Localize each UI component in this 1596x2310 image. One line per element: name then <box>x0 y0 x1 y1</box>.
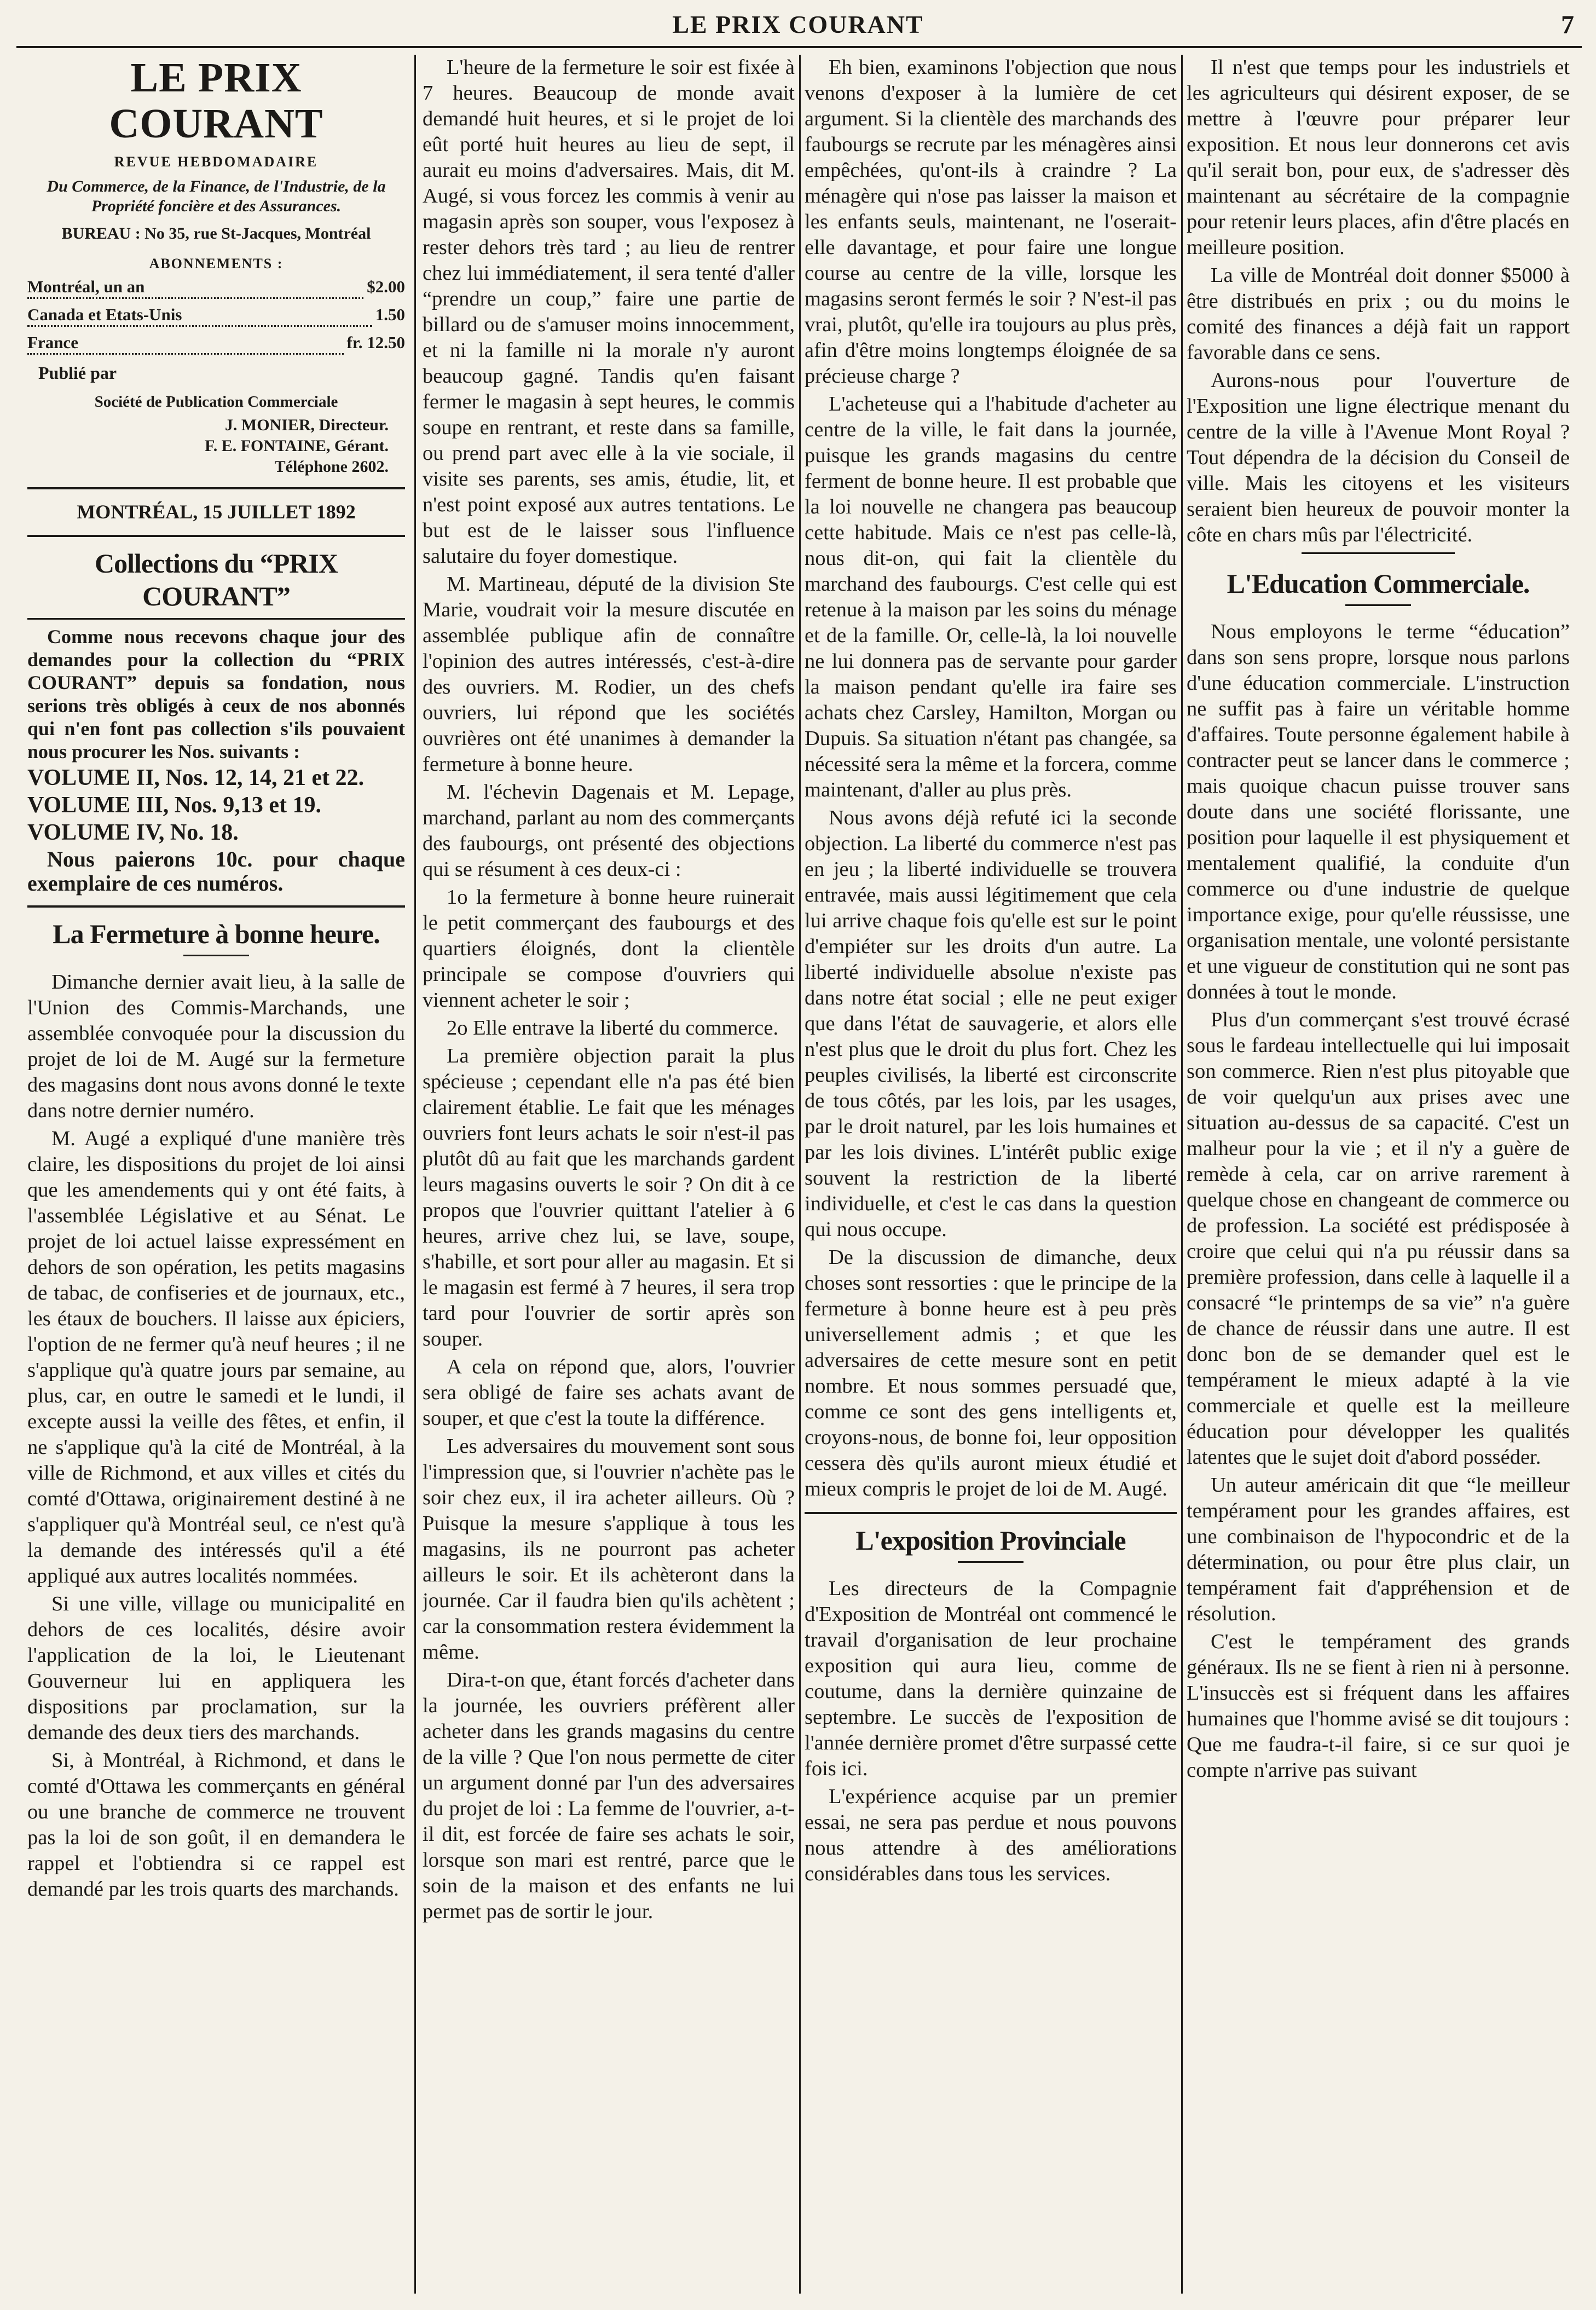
article-paragraph: M. l'échevin Dagenais et M. Lepage, marchand, parlant au nom des commerçants des faubourgs, ont présenté des objections qui se résument à ces deux-ci : <box>423 781 795 881</box>
published-by: Publié par <box>38 363 117 383</box>
article-paragraph: L'heure de la fermeture le soir est fixée à 7 heures. Beaucoup de monde avait demandé huit heures, et si le projet de loi eût porté huit heures au lieu de sept, il aurait eu moins d'adversaires. Mais, dit M. Augé, si vous forcez les commis à venir au magasin après son souper, vous l'exposez à rester dehors très tard ; au lieu de rentrer chez lui immédiatement, il sera tenté d'aller “prendre un coup,” faire une partie de billard ou de s'amuser moins innocemment, et ni la famille ni la morale n'y auront beaucoup gagné. Tandis qu'en faisant fermer le magasin à sept heures, le commis soupe en rentrant, et reste dans sa famille, ou prend part avec elle à la vie sociale, il visite ses parents, ses amis, étudie, lit, et n'est point exposé aux autres tentations. Le but est de le laisser sous l'influence salutaire du foyer domestique. <box>423 56 795 568</box>
masthead <box>27 55 405 276</box>
masthead-subtitle: REVUE HEBDOMADAIRE <box>114 154 319 170</box>
article-paragraph: M. Martineau, député de la division Ste Marie, voudrait voir la mesure discutée en assemblée publique afin de connaître l'opinion des autres intéressés, c'est-à-dire des ouvriers. M. Rodier, un des chefs ouvriers, lui répond que les sociétés ouvrières ont été unanimes à demander la fermeture à bonne heure. <box>423 573 795 776</box>
collections-volume: VOLUME IV, No. 18. <box>27 820 239 845</box>
divider <box>805 1512 1177 1514</box>
masthead-description: Du Commerce, de la Finance, de l'Industrie, de la Propriété foncière et des Assurances. <box>47 177 386 215</box>
article-paragraph: L'acheteuse qui a l'habitude d'acheter au centre de la ville, le fait dans la journée, puisque les grands magasins du centre ferment de bonne heure. Il est probable que la loi nouvelle ne changera pas beaucoup cette habitude. Mais ce n'est pas celle-là, nous dit-on, qui fait la clientèle du marchand des faubourgs. C'est celle qui est retenue à la maison par les soins du ménage et de la famille. Or, celle-là, la loi nouvelle ne lui donnera pas de servante pour garder la maison pendant qu'elle ira faire ses achats chez Carsley, Hamilton, Morgan ou Dupuis. Sa situation n'étant pas changée, sa nécessité sera la même et la forcera, comme maintenant, d'aller au plus près. <box>805 392 1177 801</box>
article-paragraph: Il n'est que temps pour les industriels et les agriculteurs qui désirent exposer, de se mettre à l'œuvre pour préparer leur exposition. Et nous leur donnerons cet avis qu'il serait bon, pour eux, de s'adresser dès maintenant au sécrétaire de la compagnie pour retenir leurs places, afin d'être placés en meilleure position. <box>1187 56 1570 259</box>
collections-text: Comme nous recevons chaque jour des demandes pour la collection du “PRIX COURANT” depuis sa fondation, nous serions très obligés à ceux de nos abonnés qui n'en font pas collection s'ils pouvaient nous procurer les Nos. suivants : <box>27 626 405 763</box>
short-rule <box>1345 604 1411 606</box>
page-number: 7 <box>1561 10 1574 39</box>
publisher-society: Société de Publication Commerciale <box>94 393 338 411</box>
rate-label: Montréal, un an <box>27 276 363 299</box>
article-paragraph: Si une ville, village ou municipalité en dehors de ces localités, désire avoir l'application de la loi, le Lieutenant Gouverneur lui en appliquera les dispositions par proclamation, sur la demande des deux tiers des marchands. <box>27 1592 405 1744</box>
dateline: MONTRÉAL, 15 JUILLET 1892 <box>77 501 356 523</box>
article-paragraph: A cela on répond que, alors, l'ouvrier sera obligé de faire ses achats avant de souper, et que c'est la toute la différence. <box>423 1355 795 1430</box>
divider <box>27 487 405 489</box>
article-paragraph: Les adversaires du mouvement sont sous l'impression que, si l'ouvrier n'achète pas le soir chez eux, il ira acheter ailleurs. Où ? Puisque la mesure s'applique à tous les magasins, ils ne pourront pas acheter ailleurs le soir. Et ils achèteront dans la journée. Car il faudra bien qu'ils achètent ; car la consommation restera évidemment la même. <box>423 1435 795 1664</box>
rate-row <box>27 332 405 360</box>
short-rule <box>1302 552 1455 554</box>
column-1 <box>27 55 405 2294</box>
manager: F. E. FONTAINE, Gérant. <box>205 437 389 455</box>
abonnements-label: ABONNEMENTS : <box>149 256 284 272</box>
rate-row <box>27 276 405 304</box>
telephone: Téléphone 2602. <box>274 458 389 476</box>
column-rule <box>799 55 801 2294</box>
divider <box>27 535 405 537</box>
divider <box>27 618 405 620</box>
article-paragraph: Si, à Montréal, à Richmond, et dans le comté d'Ottawa les commerçants en général ou une branche de commerce ne trouvent pas la loi de son goût, il en demandera le rappel et l'obtiendra si ce rappel est demandé par les trois quarts des marchands. <box>27 1749 405 1901</box>
article-paragraph: Nous avons déjà refuté ici la seconde objection. La liberté du commerce n'est pas en jeu ; la liberté individuelle se trouvera entravée, mais aussi légitimement que cela lui arrive chaque fois qu'elle est sur le point d'empiéter sur les droits d'un autre. La liberté individuelle absolue n'existe pas dans notre état social ; elle ne peut exiger que dans l'état de sauvagerie, et alors elle n'est plus que le droit du plus fort. Chez les peuples civilisés, la liberté est circonscrite de tous côtés, par les lois, par les usages, par le droit naturel, par les lois humaines et par les lois divines. L'intérêt public exige souvent la restriction de la liberté individuelle, et c'est le cas dans la question qui nous occupe. <box>805 806 1177 1241</box>
article-paragraph: 2o Elle entrave la liberté du commerce. <box>447 1017 779 1040</box>
rate-value: fr. 12.50 <box>346 333 405 352</box>
column-rule <box>414 55 416 2294</box>
collections-payment: Nous paierons 10c. pour chaque exemplaire de ces numéros. <box>27 847 405 896</box>
masthead-bureau: BUREAU : No 35, rue St-Jacques, Montréal <box>61 224 371 242</box>
rate-label: France <box>27 332 344 355</box>
masthead-title: LE PRIX COURANT <box>109 55 323 147</box>
collections-volume: VOLUME III, Nos. 9,13 et 19. <box>27 793 321 818</box>
article-paragraph: Dimanche dernier avait lieu, à la salle de l'Union des Commis-Marchands, une assemblée convoquée pour la discussion du projet de loi de M. Augé sur la fermeture des magasins dont nous avons donné le texte dans notre dernier numéro. <box>27 971 405 1122</box>
top-rule <box>16 46 1582 48</box>
article-paragraph: Eh bien, examinons l'objection que nous venons d'exposer à la lumière de cet argument. Si la clientèle des marchands des faubourgs se recrute par les ménagères ainsi empêchées, qu'ont-ils à craindre ? La ménagère qui n'ose pas laisser la maison et les enfants seuls, maintenant, ne l'oserait-elle davantage, et pour faire une longue course au centre de la ville, lorsque les magasins seront fermés le soir ? N'est-il pas vrai, plutôt, qu'elle ira toujours au plus près, afin d'être moins longtemps éloignée de sa précieuse charge ? <box>805 56 1177 388</box>
article-paragraph: 1o la fermeture à bonne heure ruinerait le petit commerçant des faubourgs et des quartiers éloignés, dont la clientèle principale se compose d'ouvriers qui viennent acheter le soir ; <box>423 886 795 1012</box>
article-paragraph: De la discussion de dimanche, deux choses sont ressorties : que le principe de la fermeture à bonne heure est à peu près universellement admis ; et que les adversaires de cette mesure sont en petit nombre. Et nous sommes persuadé que, comme ce sont des gens intelligents et, croyons-nous, de bonne foi, leur opposition cessera dès qu'ils auront mieux étudié et mieux compris le projet de loi de M. Augé. <box>805 1246 1177 1500</box>
rate-value: $2.00 <box>367 277 405 296</box>
article-paragraph: Un auteur américain dit que “le meilleur tempérament pour les grandes affaires, est une combinaison de l'hypocondric et de la détermination, ou pour être plus clair, un tempérament fait d'appréhension et de résolution. <box>1187 1474 1570 1625</box>
article-paragraph: La première objection parait la plus spécieuse ; cependant elle n'a pas été bien clairement établie. Le fait que les ménages ouvriers font leurs achats le soir n'est-il pas plutôt dû au fait que les marchands gardent leurs magasins ouverts le soir ? On dit à ce propos que l'ouvrier quittant l'atelier à 6 heures, arrive chez lui, se lave, soupe, s'habille, et sort pour aller au magasin. Et si le magasin est fermé à 7 heures, il sera trop tard pour l'ouvrier de sortir après son souper. <box>423 1044 795 1350</box>
article-paragraph: Les directeurs de la Compagnie d'Exposition de Montréal ont commencé le travail d'organisation de leur prochaine exposition qui aura lieu, comme de coutume, dans la dernière quinzaine de septembre. Le succès de l'exposition de l'année dernière promet d'être surpassé cette fois ici. <box>805 1577 1177 1780</box>
rate-value: 1.50 <box>375 305 405 324</box>
running-head: LE PRIX COURANT <box>672 10 924 38</box>
fermeture-title: La Fermeture à bonne heure. <box>53 919 380 949</box>
collections-title: Collections du “PRIX COURANT” <box>95 548 338 611</box>
exposition-title: L'exposition Provinciale <box>855 1525 1126 1556</box>
article-paragraph: C'est le tempérament des grands généraux. Ils ne se fient à rien ni à personne. L'insuccès est si fréquent dans les affaires humaines que l'homme avisé se dit toujours : Que me faudra-t-il faire, si ce sur quoi je compte n'arrive pas suivant <box>1187 1630 1570 1782</box>
collections-notice <box>27 625 405 896</box>
column-3 <box>805 55 1177 2294</box>
article-paragraph: Nous employons le terme “éducation” dans son sens propre, lorsque nous parlons d'une éducation commerciale. L'instruction ne suffit pas à faire un véritable homme d'affaires. Toute personne également habile à contracter peut se lancer dans le commerce ; mais quoique chacun puisse trouver sans doute dans une société florissante, une position pour laquelle il est physiquement et mentalement qualifié, la conduite d'un commerce ou d'une industrie de quelque importance exige, pour qu'elle réussisse, une organisation mentale, une volonté persistante et une vigueur de constitution qui ne sont pas données à tout le monde. <box>1187 620 1570 1003</box>
column-2 <box>423 55 795 2294</box>
education-title: L'Education Commerciale. <box>1227 568 1530 599</box>
article-paragraph: M. Augé a expliqué d'une manière très claire, les dispositions du projet de loi ainsi que les amendements qui y ont été faits, à l'assemblée Législative et au Sénat. Le projet de loi actuel laisse expressément en dehors de son opération, les petits magasins de tabac, de confiseries et de journaux, etc., les étaux de bouchers. Il laisse aux épiciers, l'option de ne fermer qu'à neuf heures ; il ne s'applique qu'à quatre jours par semaine, au plus, car, en outre le samedi et le lundi, il excepte aussi la veille des fêtes, et enfin, il ne s'applique qu'à la cité de Montréal, à la ville de Richmond, et aux villes et cités du comté d'Ottawa, originairement destiné à ne s'appliquer qu'à Montréal seul, ce n'est qu'à la demande des intéressés qu'il a été appliqué aux autres localités nommées. <box>27 1127 405 1587</box>
divider <box>27 905 405 908</box>
article-paragraph: Plus d'un commerçant s'est trouvé écrasé sous le fardeau intellectuelle qui lui imposait son commerce. Rien n'est plus pitoyable que de voir quelqu'un aux prises avec une situation au-dessus de sa capacité. C'est un malheur pour la vie ; et il n'y a guère de remède à cela, car on arrive rarement à quelque chose en changeant de commerce ou de profession. La société est prédisposée à croire que celui qui n'a pu réussir dans sa première profession, dans celle à laquelle il a consacré “le printemps de sa vie” n'a guère de chance de réussir dans une autre. Il est donc bon de se demander quel est le tempérament le mieux adapté à la vie commerciale et quelle est la meilleure éducation pour développer les qualités latentes que le sujet doit d'abord posséder. <box>1187 1008 1570 1469</box>
collections-volume: VOLUME II, Nos. 12, 14, 21 et 22. <box>27 765 365 790</box>
short-rule <box>958 1561 1023 1563</box>
short-rule <box>183 955 249 956</box>
rate-label: Canada et Etats-Unis <box>27 304 372 327</box>
column-4 <box>1187 55 1570 2294</box>
article-paragraph: Aurons-nous pour l'ouverture de l'Exposition une ligne électrique menant du centre de la ville à l'Avenue Mont Royal ? Tout dépendra de la décision du Conseil de ville. Mais les citoyens et les visiteurs seraient bien heureux de pouvoir monter la côte en chars mûs par l'électricité. <box>1187 369 1570 546</box>
column-rule <box>1181 55 1183 2294</box>
rate-row <box>27 304 405 332</box>
director: J. MONIER, Directeur. <box>224 416 389 434</box>
article-paragraph: Dira-t-on que, étant forcés d'acheter dans la journée, les ouvriers préfèrent aller acheter dans les grands magasins du centre de la ville ? Que l'on nous permette de citer un argument donné par l'un des adversaires du projet de loi : La femme de l'ouvrier, a-t-il dit, est forcée de faire ses achats le soir, lorsque son mari est rentré, parce que le soin de la maison et des enfants ne lui permet pas de sortir le jour. <box>423 1668 795 1923</box>
article-paragraph: L'expérience acquise par un premier essai, ne sera pas perdue et nous pouvons nous attendre à des améliorations considérables dans tous les services. <box>805 1785 1177 1885</box>
article-paragraph: La ville de Montréal doit donner $5000 à être distribués en prix ; ou du moins le comité des finances a déjà fait un rapport favorable dans ce sens. <box>1187 264 1570 364</box>
